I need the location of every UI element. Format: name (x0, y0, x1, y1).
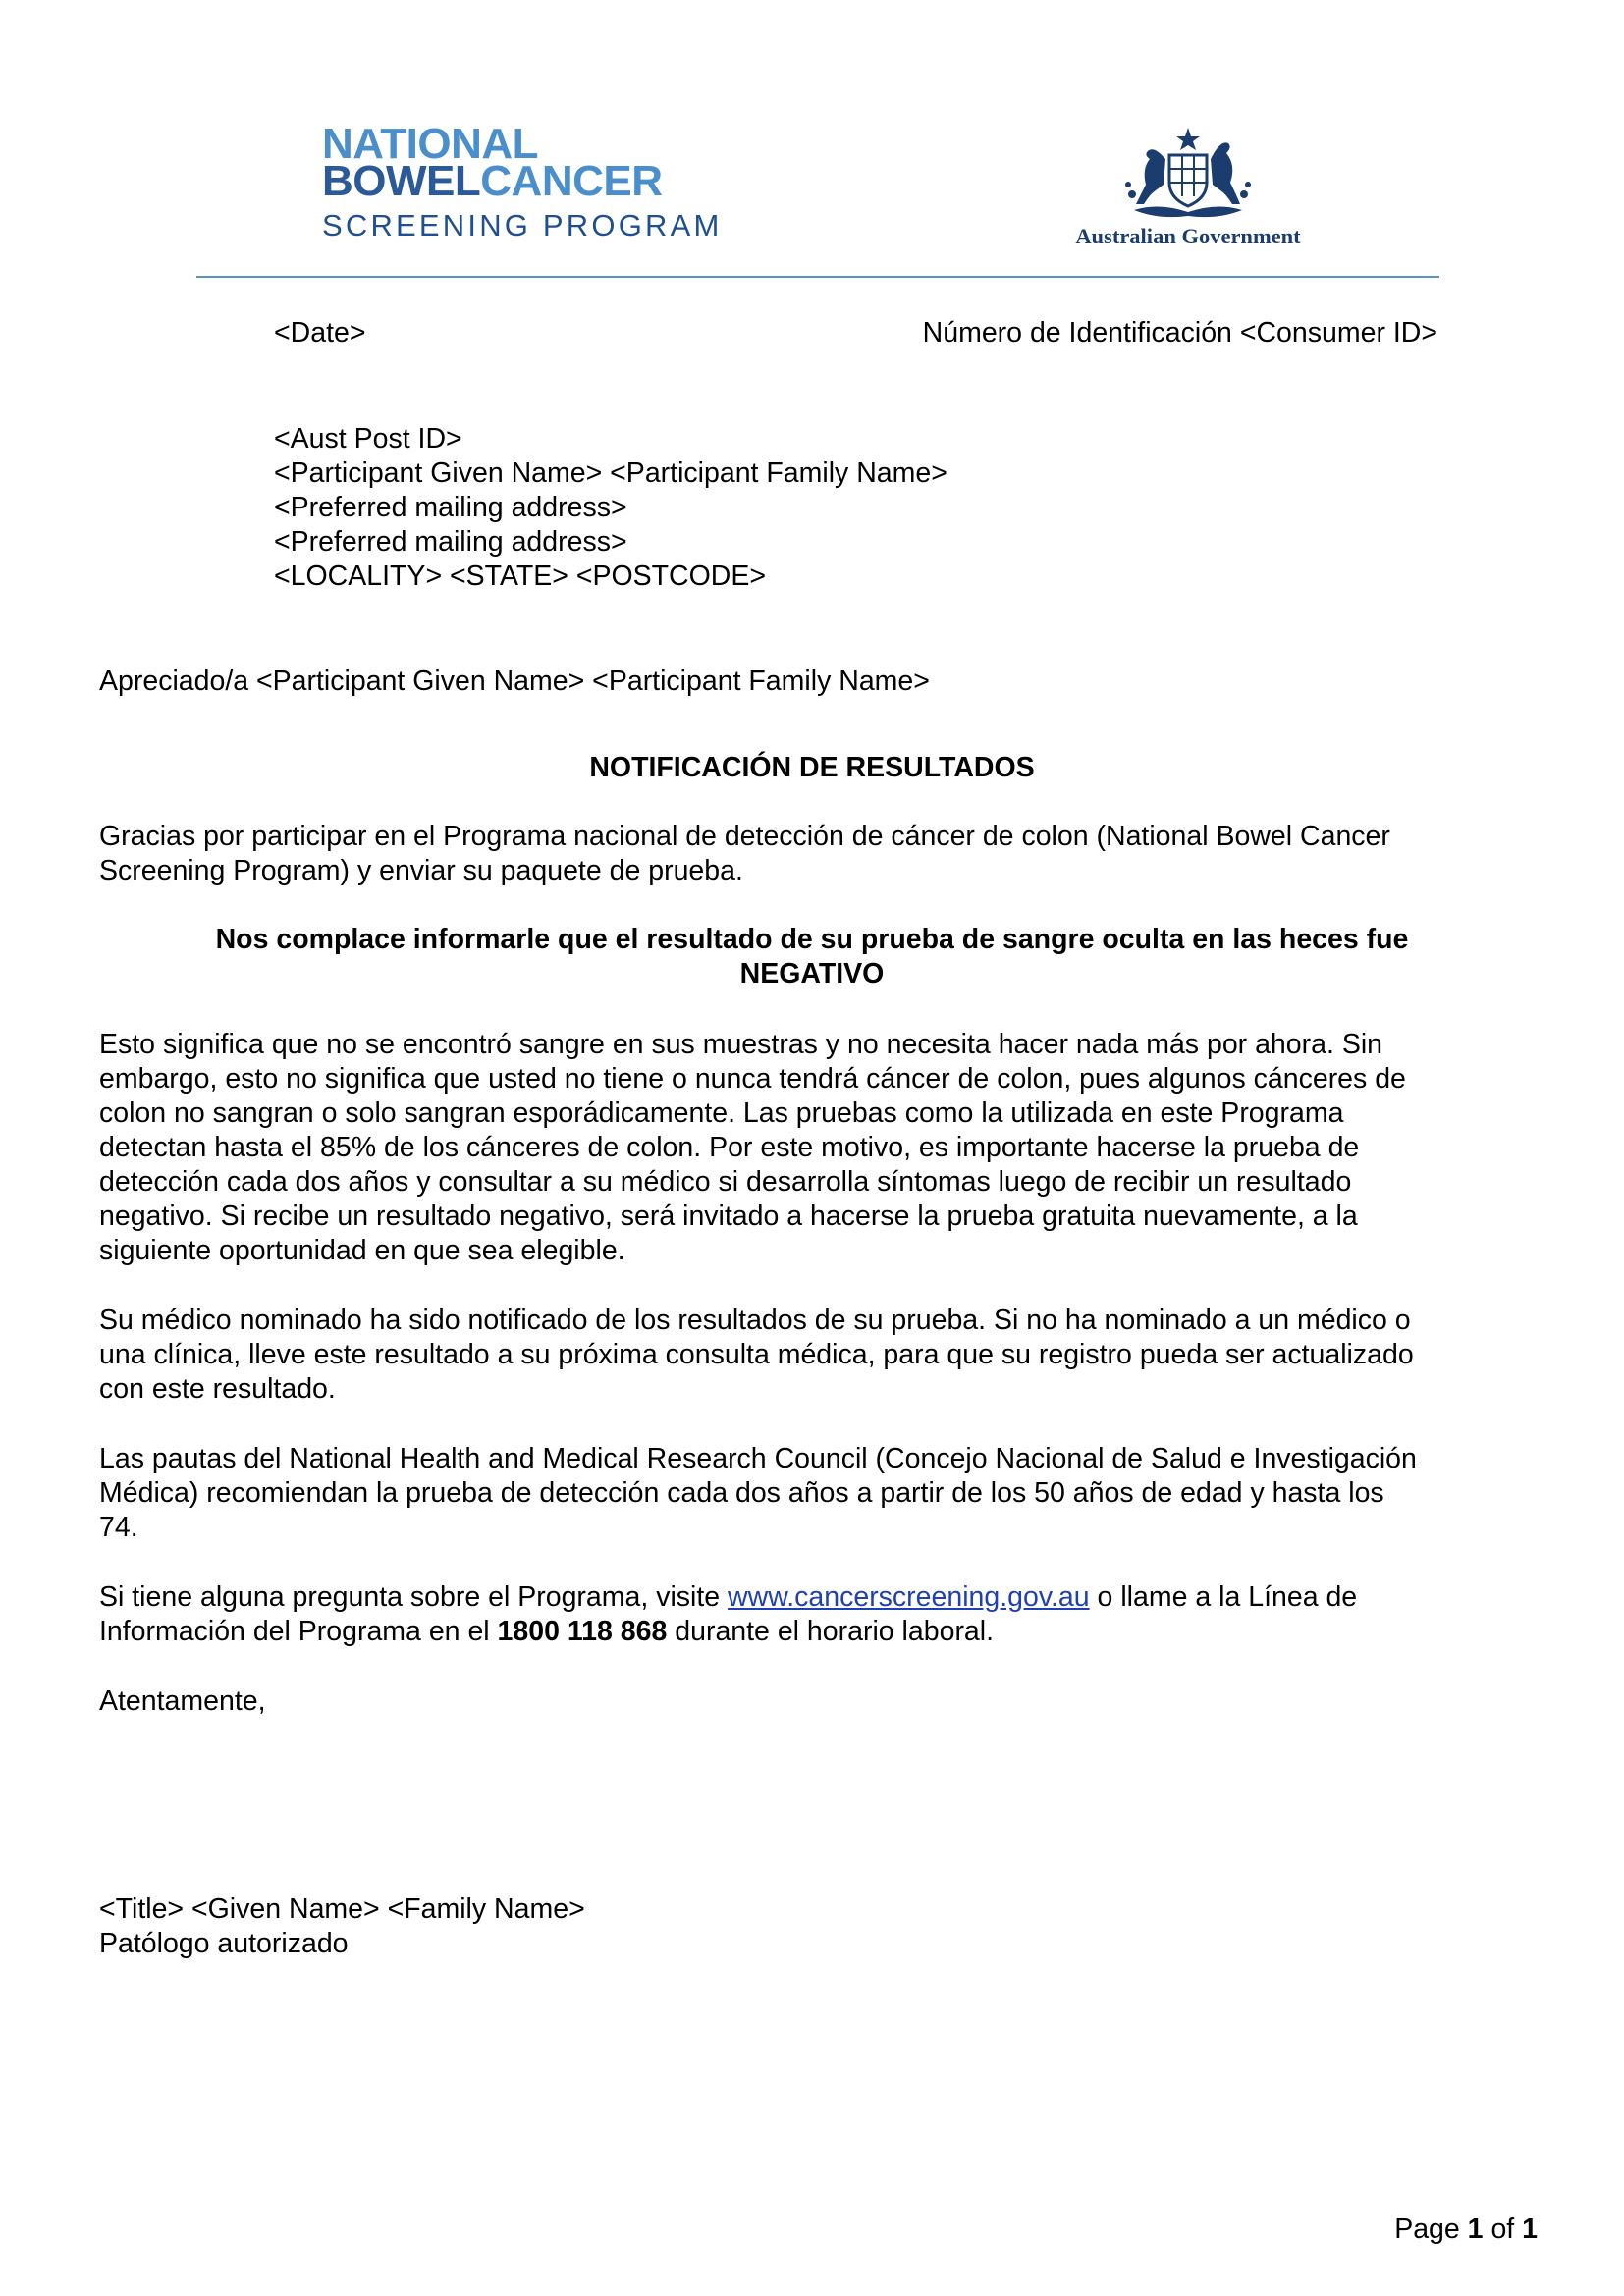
paragraph-line: con este resultado. (99, 1373, 336, 1405)
address-line: <Participant Given Name> <Participant Family Name> (274, 457, 947, 489)
contact-paragraph (99, 1580, 1357, 1649)
website-link[interactable]: www.cancerscreening.gov.au (728, 1581, 1090, 1613)
paragraph-line: Screening Program) y enviar su paquete de prueba. (99, 855, 743, 886)
government-label: Australian Government (1075, 224, 1301, 248)
closing: Atentamente, (99, 1685, 266, 1717)
paragraph-line: Las pautas del National Health and Medical Research Council (Concejo Nacional de Salud e Investigación (99, 1443, 1417, 1474)
paragraph-line: colon no sangran o solo sangran esporádicamente. Las pruebas como la utilizada en este Programa (99, 1097, 1344, 1129)
paragraph-line: detectan hasta el 85% de los cánceres de colon. Por este motivo, es importante hacerse la prueba de (99, 1132, 1360, 1163)
paragraph-line: siguiente oportunidad en que sea elegible. (99, 1235, 625, 1266)
signature-name: <Title> <Given Name> <Family Name> (99, 1894, 585, 1925)
salutation: Apreciado/a <Participant Given Name> <Participant Family Name> (99, 666, 930, 697)
paragraph-line: Esto significa que no se encontró sangre en sus muestras y no necesita hacer nada más por ahora. Sin (99, 1029, 1383, 1060)
logo-line-bowel-cancer: BOWELCANCER (322, 157, 663, 205)
paragraph-line: Si tiene alguna pregunta sobre el Programa, visite www.cancerscreening.gov.au o llame a la Línea de (99, 1581, 1358, 1613)
letter-title: NOTIFICACIÓN DE RESULTADOS (589, 752, 1035, 783)
logo-line-national: NATIONAL (322, 120, 539, 168)
address-line: <Preferred mailing address> (274, 526, 627, 558)
paragraph-line: detección cada dos años y consultar a su médico si desarrolla síntomas luego de recibir un resultado (99, 1166, 1352, 1198)
explanation-paragraph (99, 1028, 1406, 1268)
address-block (274, 422, 947, 594)
paragraph-line: Su médico nominado ha sido notificado de los resultados de su prueba. Si no ha nominado a un médico o (99, 1305, 1411, 1336)
signature-block (99, 1893, 585, 1961)
paragraph-line: negativo. Si recibe un resultado negativo, será invitado a hacerse la prueba gratuita nuevamente, a la (99, 1201, 1358, 1232)
page-number: Page 1 of 1 (1394, 2214, 1538, 2245)
result-value: NEGATIVO (739, 958, 885, 989)
address-line: <Aust Post ID> (274, 423, 462, 454)
header-divider (196, 276, 1439, 278)
guidelines-paragraph (99, 1442, 1417, 1545)
intro-paragraph (99, 820, 1390, 888)
coat-of-arms-icon (1114, 126, 1262, 222)
address-line: <Preferred mailing address> (274, 492, 627, 523)
phone-number: 1800 118 868 (497, 1616, 668, 1647)
paragraph-line: embargo, esto no significa que usted no tiene o nunca tendrá cáncer de colon, pues algunos cánceres de (99, 1063, 1406, 1095)
paragraph-line: Información del Programa en el 1800 118 868 durante el horario laboral. (99, 1616, 995, 1647)
paragraph-line: Médica) recomiendan la prueba de detección cada dos años a partir de los 50 años de edad y hasta los (99, 1477, 1384, 1509)
paragraph-line: Gracias por participar en el Programa nacional de detección de cáncer de colon (National Bowel Cancer (99, 821, 1390, 852)
government-logo (1056, 126, 1321, 249)
paragraph-line: una clínica, lleve este resultado a su próxima consulta médica, para que su registro pueda ser actualizado (99, 1339, 1414, 1370)
signature-role: Patólogo autorizado (99, 1928, 349, 1959)
consumer-id: Número de Identificación <Consumer ID> (922, 317, 1437, 348)
letter-date: <Date> (274, 317, 366, 348)
logo-line-screening-program: SCREENING PROGRAM (322, 208, 723, 242)
doctor-paragraph (99, 1304, 1414, 1407)
result-line: Nos complace informarle que el resultado de su prueba de sangre oculta en las heces fue (215, 924, 1409, 955)
paragraph-line: 74. (99, 1512, 138, 1543)
result-statement (0, 923, 1624, 991)
address-line: <LOCALITY> <STATE> <POSTCODE> (274, 561, 767, 592)
program-logo (322, 120, 723, 245)
